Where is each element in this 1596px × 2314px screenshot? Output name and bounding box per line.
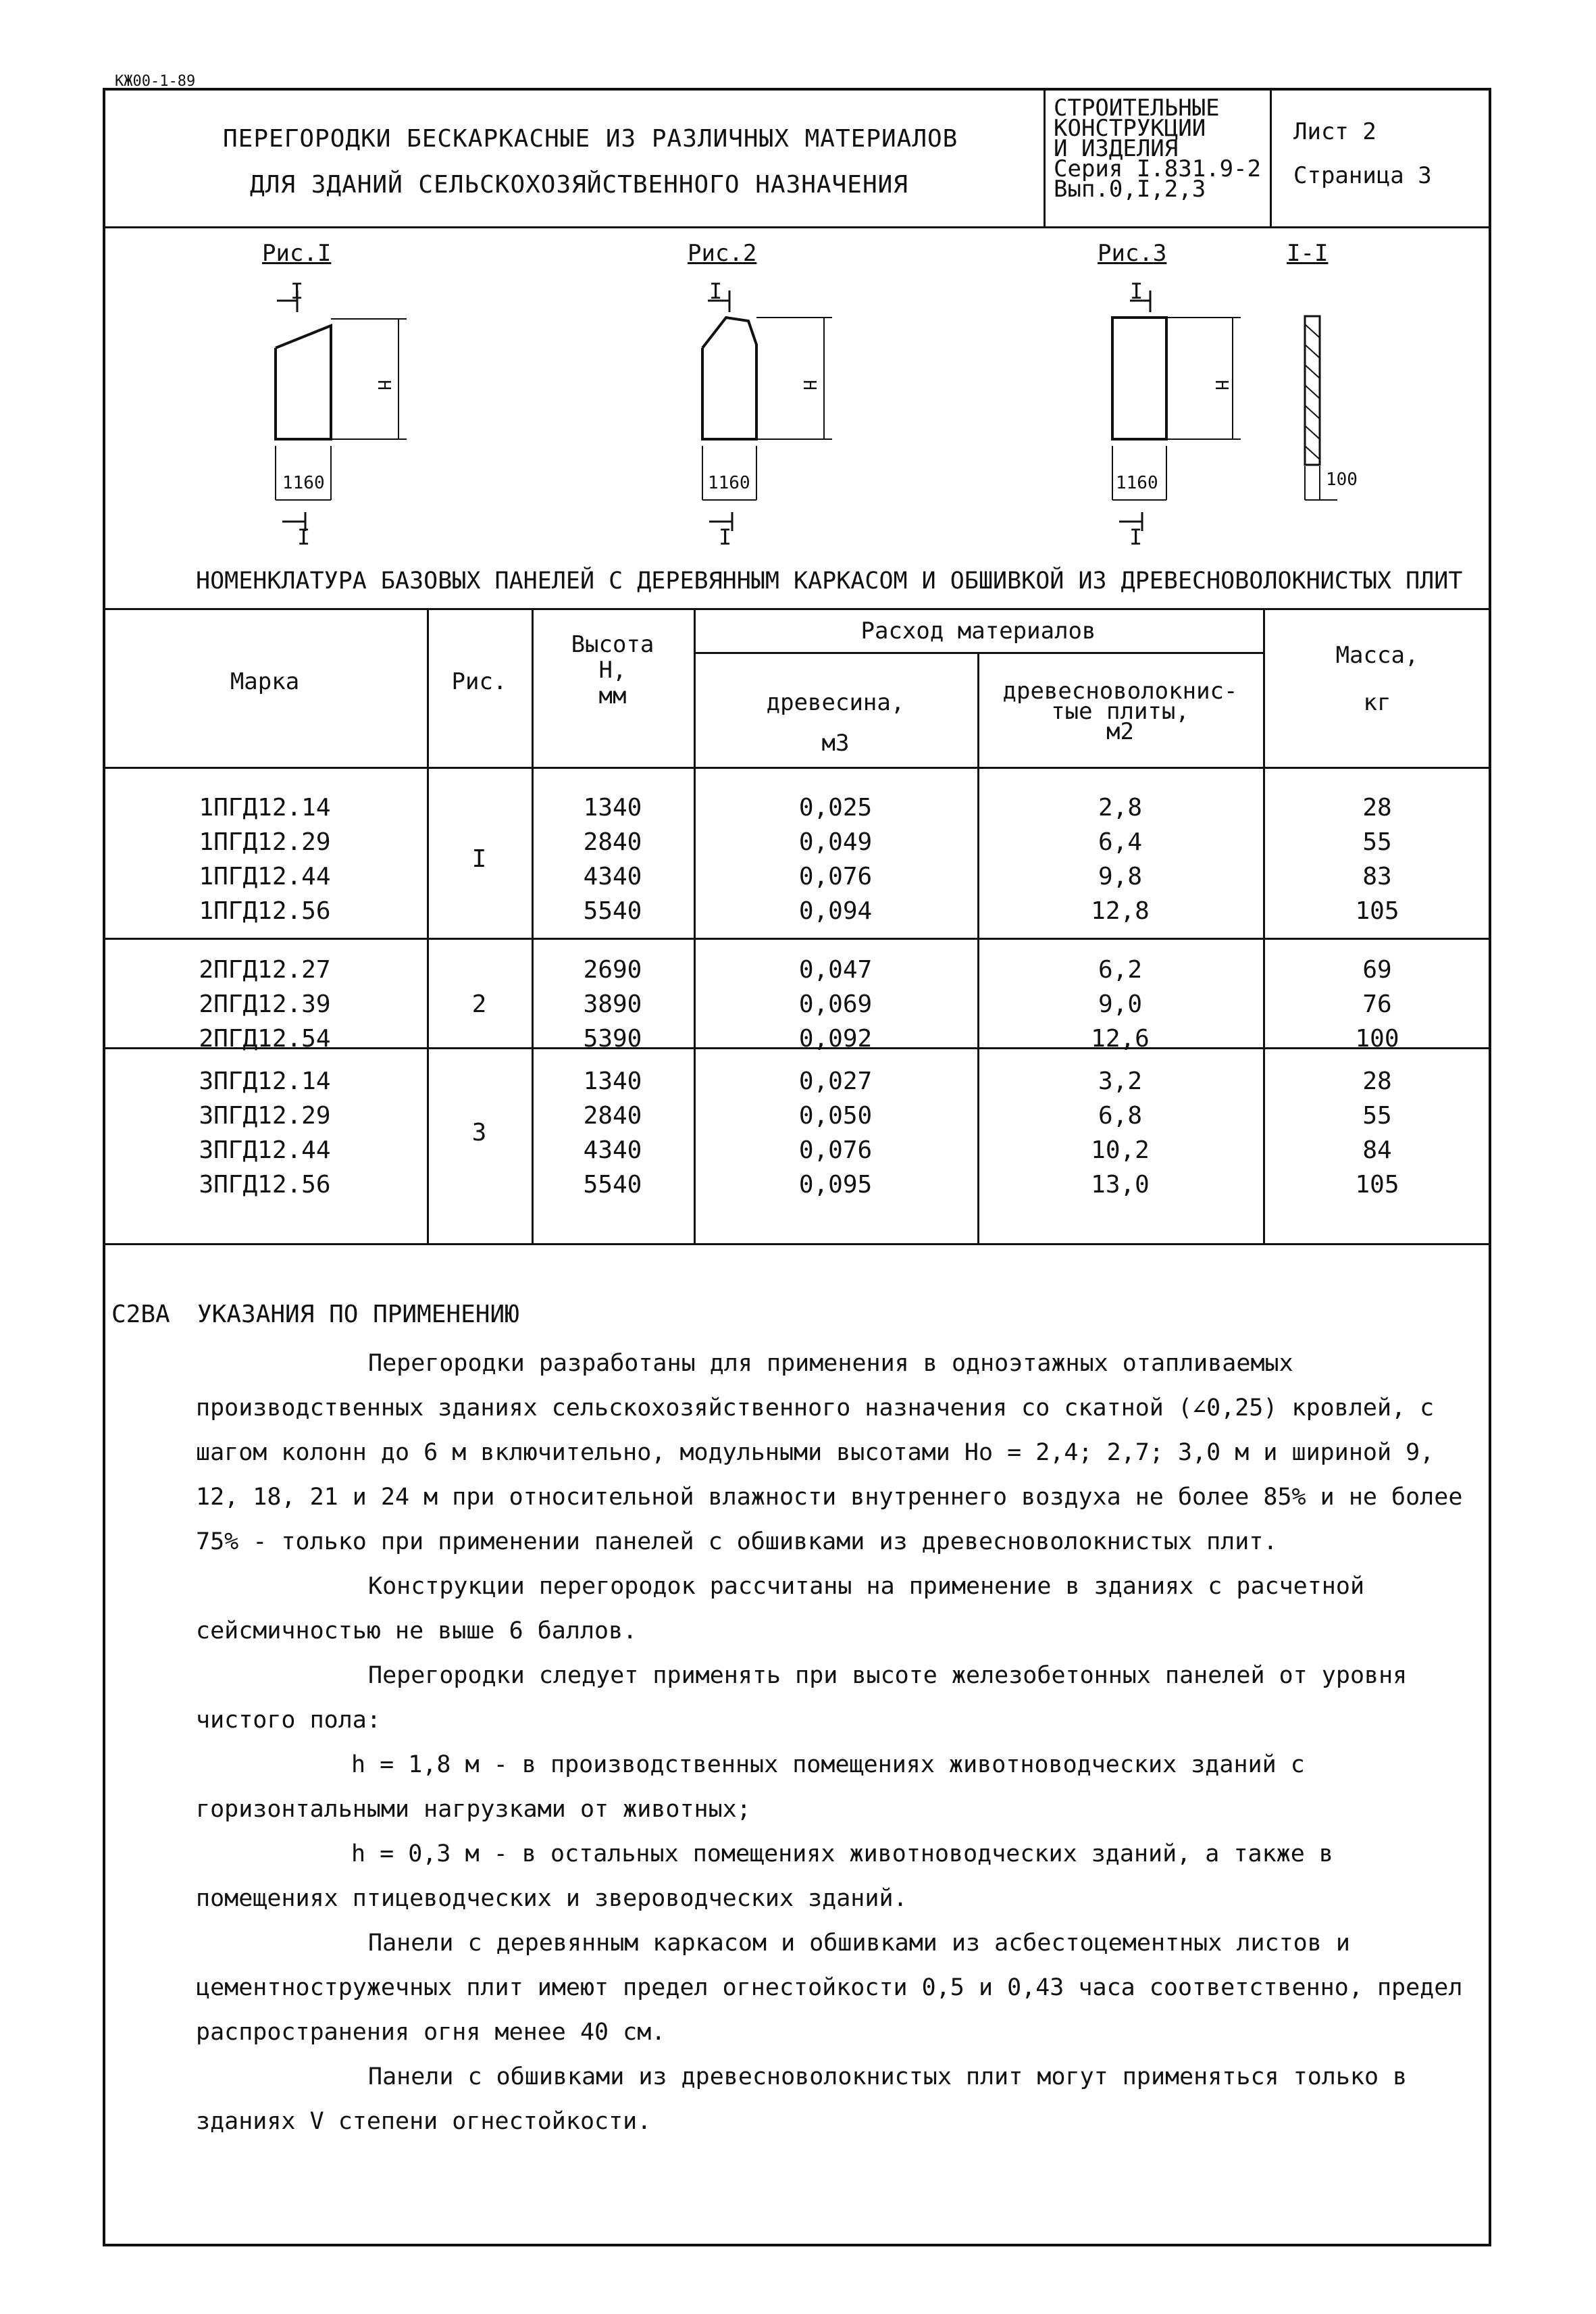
cell-height: 4340 (583, 863, 642, 890)
cell-height: 2690 (583, 956, 642, 984)
header-wood (694, 682, 977, 763)
cell-mass: 105 (1355, 1171, 1399, 1199)
header-figure: Рис. (451, 668, 507, 695)
instructions-code: С2ВА (111, 1301, 170, 1328)
header-height-line: Высота (571, 631, 654, 658)
cell-mark: 3ПГД12.14 (199, 1067, 331, 1095)
series-line: СТРОИТЕЛЬНЫЕ (1054, 95, 1220, 122)
paragraph: Конструкции перегородок рассчитаны на применение в зданиях с расчетной сейсмичностью не выше 6 баллов. (196, 1573, 1365, 1644)
cell-mass: 55 (1362, 1102, 1392, 1130)
cell-height: 3890 (583, 990, 642, 1018)
figure-3-drawing (1098, 270, 1266, 554)
series-info (1054, 95, 1262, 203)
group-1-bottom-line (103, 938, 1491, 940)
table-top-line (103, 608, 1491, 610)
header-wood-line: древесина, (766, 689, 905, 716)
instructions-text (196, 1341, 1479, 2144)
figure-1-section-mark-top: I (290, 278, 304, 304)
instructions-heading: УКАЗАНИЯ ПО ПРИМЕНЕНИЮ (197, 1301, 519, 1328)
cell-figure: 3 (471, 1119, 487, 1147)
cell-mark: 2ПГД12.39 (199, 990, 331, 1018)
figure-2-width-dim: 1160 (708, 473, 750, 493)
cell-mark: 1ПГД12.56 (199, 897, 331, 925)
cell-height: 1340 (583, 1067, 642, 1095)
cell-height: 2840 (583, 1102, 642, 1130)
cell-wood: 0,027 (798, 1067, 873, 1095)
header-mark: Марка (230, 668, 300, 695)
cell-fiberboard: 13,0 (1091, 1171, 1150, 1199)
figure-3-section-mark-bottom: I (1129, 524, 1143, 550)
figure-1-label: Рис.I (262, 240, 332, 267)
figure-2-label: Рис.2 (688, 240, 757, 267)
document-title-line-2: ДЛЯ ЗДАНИЙ СЕЛЬСКОХОЗЯЙСТВЕННОГО НАЗНАЧЕНИЯ (250, 171, 908, 199)
header-height-line: Н, (598, 657, 627, 684)
cell-fiberboard: 9,8 (1098, 863, 1143, 890)
page-number: Страница 3 (1293, 162, 1432, 189)
header-fiberboard (977, 678, 1263, 745)
table-header-bottom-line (103, 767, 1491, 769)
cell-mass: 100 (1355, 1025, 1399, 1053)
cell-fiberboard: 2,8 (1098, 794, 1143, 822)
header-materials: Расход материалов (860, 618, 1096, 645)
figure-3-section-mark-top: I (1130, 278, 1143, 304)
cell-mass: 105 (1355, 897, 1399, 925)
cell-mass: 69 (1362, 956, 1392, 984)
paragraph: Панели с обшивками из древесноволокнистых плит могут применяться только в зданиях V степени огнестойкости. (196, 2063, 1408, 2135)
cell-height: 5540 (583, 897, 642, 925)
header-fiber-line: м2 (1106, 718, 1134, 745)
cell-height: 2840 (583, 828, 642, 856)
figure-1-drawing (257, 270, 426, 554)
cell-mass: 55 (1362, 828, 1392, 856)
figure-3-height-label: H (1210, 380, 1231, 391)
header-fiber-line: древесноволокнис- (1002, 678, 1238, 705)
figure-2-section-mark-top: I (709, 278, 723, 304)
table-bottom-line (103, 1243, 1491, 1245)
cell-mark: 1ПГД12.29 (199, 828, 331, 856)
cell-figure: I (471, 845, 487, 873)
cell-wood: 0,050 (798, 1102, 873, 1130)
nomenclature-title: НОМЕНКЛАТУРА БАЗОВЫХ ПАНЕЛЕЙ С ДЕРЕВЯННЫМ КАРКАСОМ И ОБШИВКОЙ ИЗ ДРЕВЕСНОВОЛОКНИСТЫХ ПЛИТ (196, 568, 1463, 595)
series-line: И ИЗДЕЛИЯ (1054, 135, 1179, 162)
title-block-divider-1 (1044, 88, 1046, 226)
paragraph: h = 0,3 м - в остальных помещениях животноводческих зданий, а также в помещениях птицеводческих и звероводческих зданий. (196, 1840, 1333, 1912)
cell-fiberboard: 3,2 (1098, 1067, 1143, 1095)
document-code: КЖ00-1-89 (115, 73, 196, 90)
cell-fiberboard: 10,2 (1091, 1136, 1150, 1164)
header-height-line: мм (598, 682, 627, 709)
figure-2-drawing (682, 270, 851, 554)
title-block-divider-2 (1270, 88, 1272, 226)
cell-wood: 0,047 (798, 956, 873, 984)
table-col-divider (427, 608, 429, 1243)
header-height (532, 632, 694, 709)
figure-1-section-mark-bottom: I (297, 524, 311, 550)
cell-fiberboard: 12,8 (1091, 897, 1150, 925)
cell-mass: 28 (1362, 794, 1392, 822)
cell-wood: 0,025 (798, 794, 873, 822)
section-label: I-I (1287, 240, 1329, 267)
cell-wood: 0,094 (798, 897, 873, 925)
cell-mark: 3ПГД12.44 (199, 1136, 331, 1164)
paragraph: Перегородки разработаны для применения в одноэтажных отапливаемых производственных зданиях сельскохозяйственного назначения со скатной (∠0,25) кровлей, с шагом колонн до 6 м включительно, модульными высотами Но = 2,4; 2,7; 3,0 м и шириной 9, 12, 18, 21 и 24 м при относительной влажности внутреннего воздуха не более 85% и не более 75% - только при применении панелей с обшивками из древесноволокнистых плит. (196, 1350, 1463, 1555)
header-mass (1263, 632, 1491, 726)
cell-wood: 0,076 (798, 1136, 873, 1164)
figure-2-height-label: H (798, 380, 819, 391)
cell-fiberboard: 6,4 (1098, 828, 1143, 856)
cell-mark: 3ПГД12.56 (199, 1171, 331, 1199)
cell-figure: 2 (471, 990, 487, 1018)
cell-wood: 0,049 (798, 828, 873, 856)
figure-3-label: Рис.3 (1098, 240, 1167, 267)
series-line: Серия I.831.9-2 (1054, 155, 1262, 182)
series-line: КОНСТРУКЦИИ (1054, 115, 1206, 142)
paragraph: Перегородки следует применять при высоте железобетонных панелей от уровня чистого пола: (196, 1662, 1408, 1734)
cell-mass: 84 (1362, 1136, 1392, 1164)
cell-mark: 3ПГД12.29 (199, 1102, 331, 1130)
document-title-line-1: ПЕРЕГОРОДКИ БЕСКАРКАСНЫЕ ИЗ РАЗЛИЧНЫХ МАТЕРИАЛОВ (223, 125, 958, 153)
figure-2-section-mark-bottom: I (719, 524, 732, 550)
section-thickness-dim: 100 (1326, 470, 1358, 490)
title-block-bottom-line (103, 226, 1491, 228)
cell-fiberboard: 9,0 (1098, 990, 1143, 1018)
cell-fiberboard: 6,2 (1098, 956, 1143, 984)
paragraph: h = 1,8 м - в производственных помещениях животноводческих зданий с горизонтальными нагрузками от животных; (196, 1751, 1305, 1823)
cell-mark: 1ПГД12.14 (199, 794, 331, 822)
cell-mass: 76 (1362, 990, 1392, 1018)
header-mass-line: Масса, (1335, 642, 1419, 669)
header-wood-line: м3 (821, 730, 850, 757)
cell-fiberboard: 6,8 (1098, 1102, 1143, 1130)
cell-wood: 0,069 (798, 990, 873, 1018)
figure-3-width-dim: 1160 (1116, 473, 1158, 493)
cell-height: 4340 (583, 1136, 642, 1164)
sheet-number: Лист 2 (1293, 118, 1376, 145)
cell-wood: 0,095 (798, 1171, 873, 1199)
header-mass-line: кг (1363, 689, 1391, 716)
cell-height: 1340 (583, 794, 642, 822)
cell-wood: 0,092 (798, 1025, 873, 1053)
cell-height: 5390 (583, 1025, 642, 1053)
cell-wood: 0,076 (798, 863, 873, 890)
cell-mark: 2ПГД12.27 (199, 956, 331, 984)
figure-1-width-dim: 1160 (282, 473, 325, 493)
paragraph: Панели с деревянным каркасом и обшивками из асбестоцементных листов и цементностружечных плит имеют предел огнестойкости 0,5 и 0,43 часа соответственно, предел распространения огня менее 40 см. (196, 1930, 1463, 2046)
figure-1-height-label: H (373, 380, 394, 391)
cell-mass: 28 (1362, 1067, 1392, 1095)
cell-mark: 1ПГД12.44 (199, 863, 331, 890)
header-fiber-line: тые плиты, (1051, 698, 1189, 725)
cell-mass: 83 (1362, 863, 1392, 890)
cell-mark: 2ПГД12.54 (199, 1025, 331, 1053)
series-line: Вып.0,I,2,3 (1054, 176, 1206, 203)
cell-height: 5540 (583, 1171, 642, 1199)
cell-fiberboard: 12,6 (1091, 1025, 1150, 1053)
